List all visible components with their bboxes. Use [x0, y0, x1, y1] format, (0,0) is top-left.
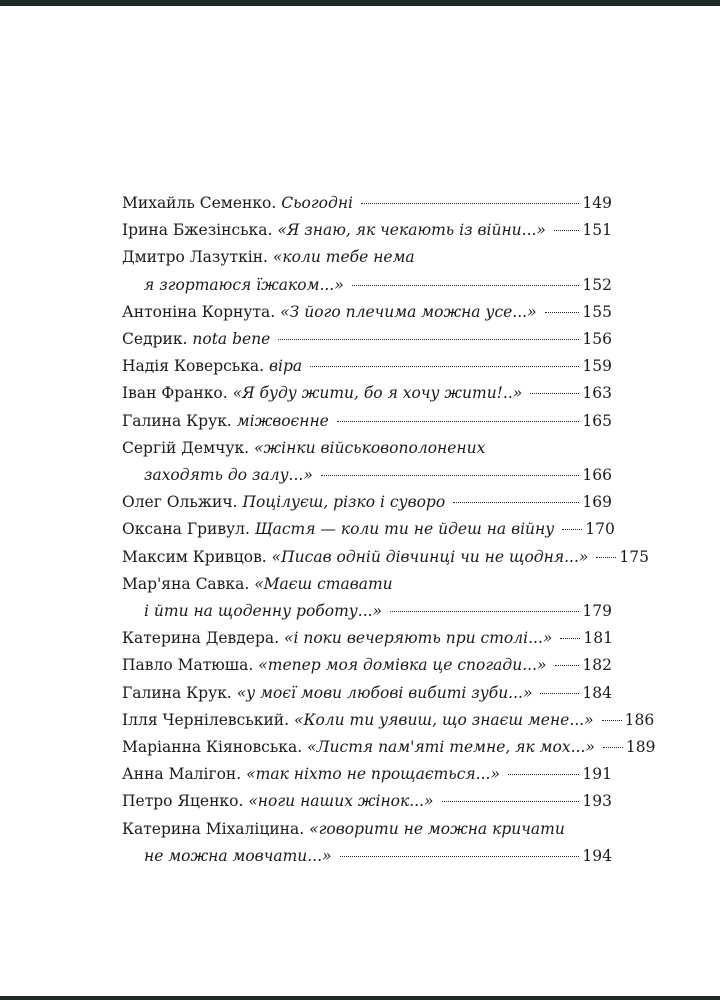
- toc-entry: [122, 408, 612, 435]
- toc-leader-dots: [340, 856, 580, 857]
- toc-title: «жінки військовополонених: [254, 438, 486, 457]
- toc-title: «так ніхто не прощається...»: [246, 765, 500, 784]
- toc-leader-dots: [310, 366, 579, 367]
- toc-author: Дмитро Лазуткін.: [122, 248, 268, 267]
- toc-entry: [122, 489, 612, 516]
- toc-line: [122, 707, 655, 734]
- toc-author: Надія Коверська.: [122, 357, 265, 376]
- toc-title: «Коли ти уявиш, що знаєш мене...»: [293, 710, 594, 729]
- toc-entry-text: [122, 217, 546, 244]
- toc-title: «тепер моя домівка це спогади...»: [258, 656, 547, 675]
- toc-title: «Я буду жити, бо я хочу жити!..»: [232, 384, 523, 403]
- toc-entry-text: [122, 299, 537, 326]
- toc-entry: [122, 299, 612, 326]
- toc-line: [122, 435, 612, 462]
- toc-entry-text: [122, 707, 594, 734]
- toc-line: [122, 380, 612, 407]
- toc-title: я згортаюся їжаком...»: [144, 275, 344, 294]
- toc-entry-text: [122, 788, 434, 815]
- toc-entry: [122, 761, 612, 788]
- toc-entry-text: [144, 843, 332, 870]
- toc-entry: [122, 544, 649, 571]
- toc-line: [122, 544, 649, 571]
- toc-entry: [122, 435, 612, 489]
- toc-title: Поцілуєш, різко і суворо: [242, 493, 446, 512]
- toc-page-number: 181: [583, 629, 613, 648]
- toc-line: [122, 217, 612, 244]
- toc-author: Петро Яценко.: [122, 792, 244, 811]
- top-border: [0, 0, 720, 6]
- toc-entry: [122, 244, 612, 298]
- toc-line: [122, 516, 615, 543]
- toc-entry: [122, 326, 612, 353]
- toc-leader-dots: [596, 557, 616, 558]
- toc-title: Щастя — коли ти не йдеш на війну: [254, 520, 555, 539]
- toc-leader-dots: [530, 393, 579, 394]
- toc-entry-text: [122, 326, 270, 353]
- toc-line: [122, 571, 612, 598]
- toc-page-number: 186: [624, 710, 655, 729]
- toc-title: «Я знаю, як чекають із війни...»: [277, 221, 546, 240]
- toc-line: [122, 408, 612, 435]
- toc-page-number: 166: [582, 466, 612, 485]
- toc-entry-text: [122, 489, 445, 516]
- toc-title: «З його плечима можна усе...»: [280, 302, 537, 321]
- toc-leader-dots: [554, 230, 579, 231]
- toc-leader-dots: [337, 421, 580, 422]
- toc-title: міжвоєнне: [236, 411, 329, 430]
- toc-author: Ірина Бжезінська.: [122, 221, 273, 240]
- toc-entry: [122, 816, 612, 870]
- toc-line: [122, 190, 612, 217]
- toc-entry-text: [122, 625, 552, 652]
- toc-entry: [122, 625, 612, 652]
- toc-page-number: 151: [582, 221, 612, 240]
- toc-leader-dots: [278, 339, 579, 340]
- toc-author: Седрик.: [122, 330, 188, 349]
- toc-entry-text: [122, 816, 565, 843]
- toc-entry-text: [122, 680, 532, 707]
- toc-entry: [122, 788, 612, 815]
- toc-author: Павло Матюша.: [122, 656, 254, 675]
- toc-entry: [122, 190, 612, 217]
- toc-author: Іван Франко.: [122, 384, 228, 403]
- toc-line: [122, 788, 612, 815]
- toc-entry-text: [122, 408, 329, 435]
- toc-line: [122, 680, 612, 707]
- toc-leader-dots: [321, 475, 580, 476]
- toc-page-number: 155: [582, 302, 612, 321]
- toc-entry: [122, 652, 612, 679]
- toc-entry-text: [122, 544, 588, 571]
- toc-title: «у моєї мови любові вибиті зуби...»: [236, 683, 533, 702]
- toc-entry-text: [122, 516, 554, 543]
- toc-line: [122, 598, 612, 625]
- toc-entry: [122, 680, 612, 707]
- toc-author: Сергій Демчук.: [122, 438, 250, 457]
- toc-entry: [122, 571, 612, 625]
- toc-line: [122, 462, 612, 489]
- toc-line: [122, 353, 612, 380]
- toc-title: заходять до залу...»: [144, 466, 313, 485]
- toc-author: Максим Кривцов.: [122, 547, 267, 566]
- toc-entry-text: [122, 435, 485, 462]
- toc-page-number: 169: [582, 493, 612, 512]
- toc-title: «і поки вечеряють при столі...»: [283, 629, 553, 648]
- toc-entry: [122, 516, 615, 543]
- toc-page-number: 179: [582, 602, 612, 621]
- toc-leader-dots: [508, 774, 579, 775]
- toc-leader-dots: [442, 801, 580, 802]
- toc-leader-dots: [545, 312, 580, 313]
- toc-author: Михайль Семенко.: [122, 194, 277, 212]
- toc-line: [122, 843, 612, 870]
- toc-title: «ноги наших жінок...»: [248, 792, 434, 811]
- toc-leader-dots: [361, 203, 579, 204]
- toc-title: віра: [269, 357, 303, 376]
- toc-line: [122, 326, 612, 353]
- toc-title: «Листя пам'яті темне, як мох...»: [307, 738, 595, 757]
- toc-page-number: 149: [582, 194, 612, 212]
- toc-author: Антоніна Корнута.: [122, 302, 276, 321]
- toc-line: [122, 652, 612, 679]
- toc-author: Оксана Гривул.: [122, 520, 250, 539]
- toc-author: Катерина Девдера.: [122, 629, 280, 648]
- toc-entry-text: [122, 380, 522, 407]
- toc-line: [122, 244, 612, 271]
- toc-leader-dots: [562, 529, 582, 530]
- toc-page-number: 193: [582, 792, 612, 811]
- bottom-border: [0, 996, 720, 1000]
- toc-entry: [122, 353, 612, 380]
- toc-author: Галина Крук.: [122, 411, 232, 430]
- toc-entry: [122, 707, 655, 734]
- toc-entry: [122, 380, 612, 407]
- toc-entry: [122, 734, 656, 761]
- toc-entry-text: [144, 272, 344, 299]
- toc-title: і йти на щоденну роботу...»: [144, 602, 383, 621]
- toc-entry-text: [122, 571, 393, 598]
- toc-title: Сьогодні: [281, 194, 354, 212]
- toc-author: Катерина Міхаліцина.: [122, 819, 305, 838]
- toc-author: Анна Малігон.: [122, 765, 242, 784]
- toc-page-number: 182: [582, 656, 612, 675]
- toc-entry-text: [122, 244, 415, 271]
- toc-page-number: 152: [582, 275, 612, 294]
- toc-line: [122, 489, 612, 516]
- toc-entry: [122, 217, 612, 244]
- toc-title: «говорити не можна кричати: [309, 819, 565, 838]
- toc-page-number: 165: [582, 411, 612, 430]
- toc-title: «Маєш ставати: [254, 574, 393, 593]
- toc-title: не можна мовчати...»: [144, 846, 332, 865]
- toc-page-number: 191: [582, 765, 612, 784]
- toc-leader-dots: [540, 693, 579, 694]
- toc-title: «Писав одній дівчинці чи не щодня...»: [271, 547, 589, 566]
- toc-line: [122, 816, 612, 843]
- toc-entry-text: [122, 652, 547, 679]
- toc-line: [122, 272, 612, 299]
- toc-leader-dots: [453, 502, 579, 503]
- toc-line: [122, 299, 612, 326]
- toc-line: [122, 625, 612, 652]
- toc-title: nota bene: [192, 330, 271, 349]
- toc-leader-dots: [560, 638, 580, 639]
- toc-author: Мар'яна Савка.: [122, 574, 250, 593]
- toc-page-number: 194: [582, 846, 612, 865]
- toc-page-number: 170: [585, 520, 615, 539]
- toc-entry-text: [122, 353, 302, 380]
- toc-leader-dots: [390, 611, 579, 612]
- toc-author: Олег Ольжич.: [122, 493, 238, 512]
- toc-page-number: 184: [582, 683, 612, 702]
- toc-line: [122, 734, 656, 761]
- toc-entry-text: [144, 598, 382, 625]
- toc-entry-text: [122, 190, 353, 217]
- toc-author: Ілля Чернілевський.: [122, 710, 290, 729]
- table-of-contents: [122, 190, 656, 870]
- toc-entry-text: [122, 761, 500, 788]
- toc-author: Галина Крук.: [122, 683, 232, 702]
- toc-leader-dots: [352, 285, 580, 286]
- toc-entry-text: [144, 462, 313, 489]
- toc-leader-dots: [555, 665, 580, 666]
- toc-leader-dots: [603, 747, 623, 748]
- toc-page-number: 159: [582, 357, 612, 376]
- toc-page-number: 189: [625, 738, 656, 757]
- toc-author: Маріанна Кіяновська.: [122, 738, 303, 757]
- toc-line: [122, 761, 612, 788]
- toc-title: «коли тебе нема: [272, 248, 415, 267]
- toc-page-number: 175: [619, 547, 649, 566]
- toc-entry-text: [122, 734, 595, 761]
- toc-page-number: 156: [582, 330, 612, 349]
- toc-leader-dots: [602, 720, 622, 721]
- toc-page-number: 163: [582, 384, 612, 403]
